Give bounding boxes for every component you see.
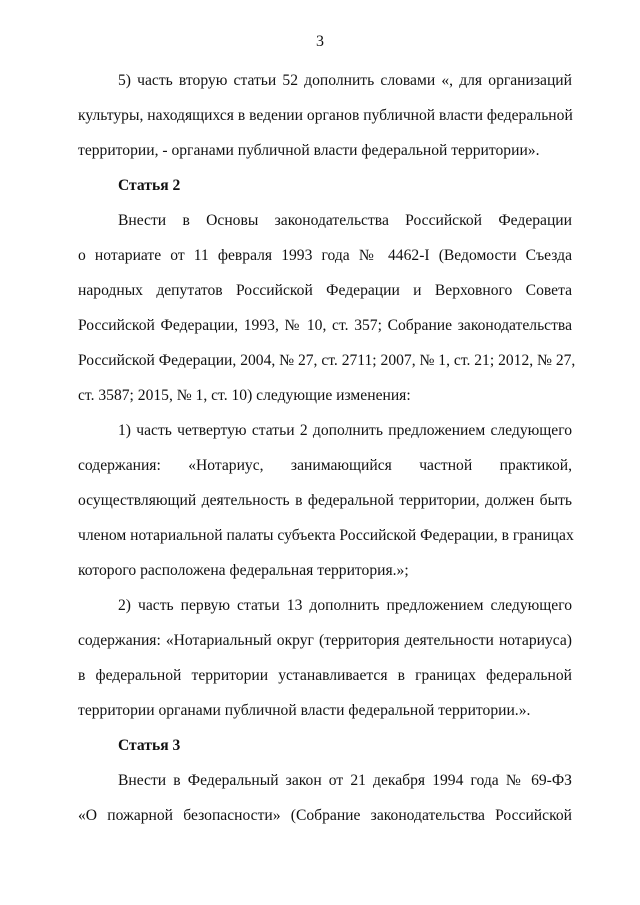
text-line: осуществляющий деятельность в федеральной территории, должен быть (78, 492, 572, 509)
text-line: Российской Федерации, 2004, № 27, ст. 2711; 2007, № 1, ст. 21; 2012, № 27, (78, 352, 576, 369)
text-line: территории органами публичной власти федеральной территории.». (78, 702, 531, 719)
text-line: Внести в Основы законодательства Российской Федерации (118, 212, 572, 229)
text-line: содержания: «Нотариус, занимающийся частной практикой, (78, 457, 572, 474)
article-heading: Статья 2 (118, 177, 181, 194)
document-body (78, 63, 576, 833)
text-line: народных депутатов Российской Федерации и Верховного Совета (78, 282, 572, 299)
paragraph (78, 413, 572, 588)
text-line: 2) часть первую статьи 13 дополнить предложением следующего (118, 597, 572, 614)
page-number: 3 (316, 33, 324, 50)
text-line: территории, - органами публичной власти федеральной территории». (78, 142, 540, 159)
text-line: 5) часть вторую статьи 52 дополнить словами «, для организаций (118, 72, 572, 89)
text-line: 1) часть четвертую статьи 2 дополнить предложением следующего (118, 422, 572, 439)
article-heading: Статья 3 (118, 737, 181, 754)
text-line: «О пожарной безопасности» (Собрание законодательства Российской (78, 807, 572, 824)
paragraph (78, 763, 572, 833)
text-line: о нотариате от 11 февраля 1993 года № 4462-I (Ведомости Съезда (78, 247, 572, 264)
paragraph (78, 63, 572, 168)
text-line: ст. 3587; 2015, № 1, ст. 10) следующие изменения: (78, 387, 411, 404)
text-line: Внести в Федеральный закон от 21 декабря 1994 года № 69-ФЗ (118, 772, 572, 789)
text-line: в федеральной территории устанавливается в границах федеральной (78, 667, 572, 684)
text-line: Российской Федерации, 1993, № 10, ст. 357; Собрание законодательства (78, 317, 572, 334)
text-line: членом нотариальной палаты субъекта Российской Федерации, в границах (78, 527, 574, 544)
paragraph (78, 203, 576, 413)
paragraph (78, 588, 572, 728)
text-line: культуры, находящихся в ведении органов публичной власти федеральной (78, 107, 573, 124)
text-line: содержания: «Нотариальный округ (территория деятельности нотариуса) (78, 632, 572, 649)
text-line: которого расположена федеральная территория.»; (78, 562, 409, 579)
